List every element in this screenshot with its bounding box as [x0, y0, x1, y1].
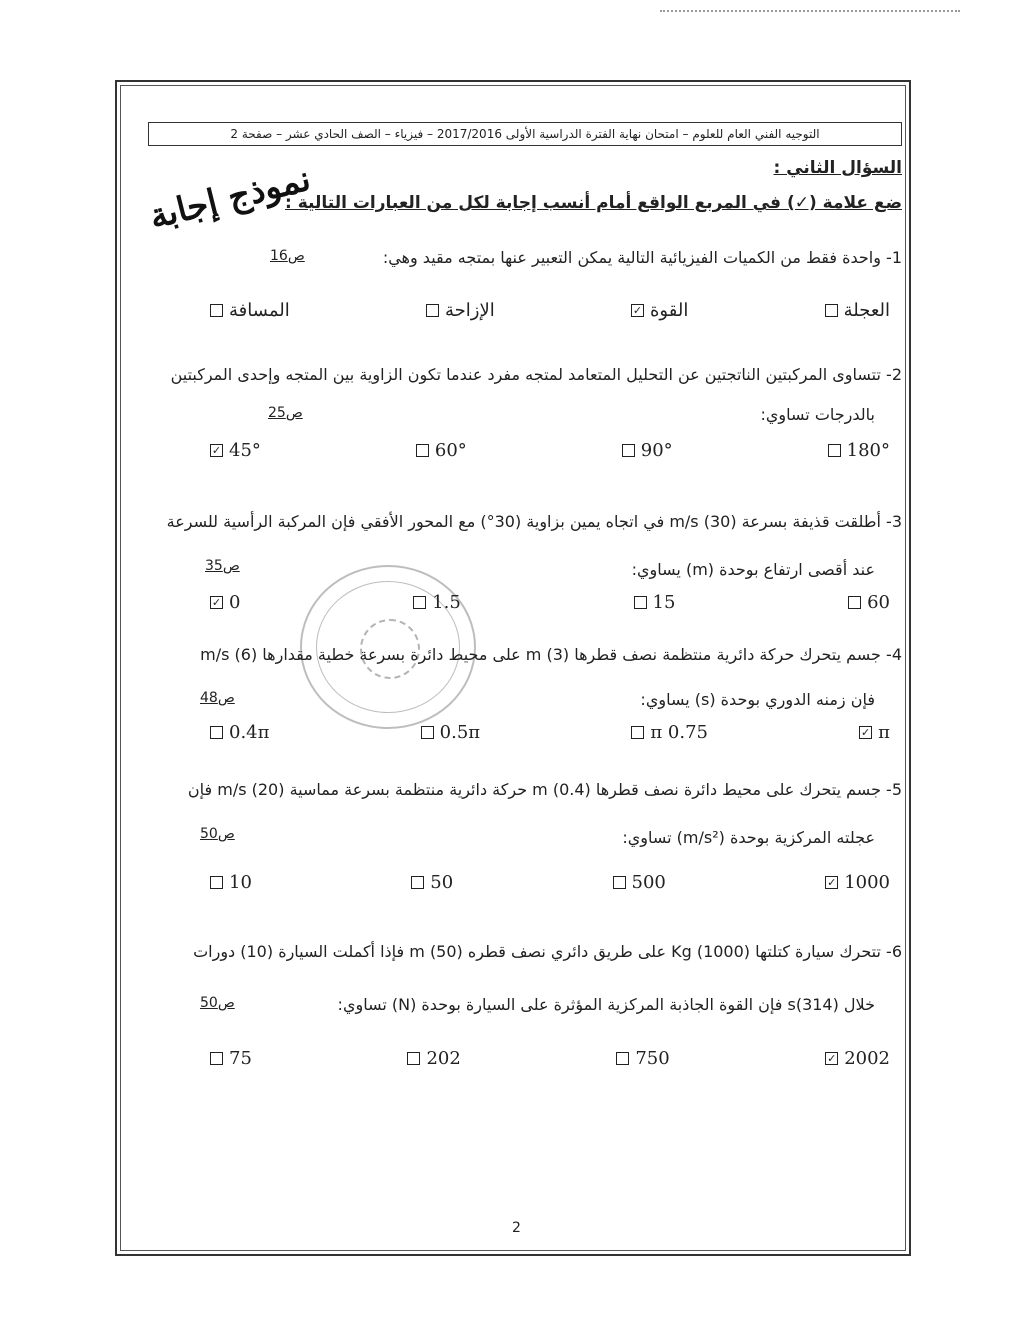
section-title: السؤال الثاني : [773, 158, 902, 178]
q4-option-1-label: 0.4π [229, 722, 270, 743]
checkbox-icon[interactable] [411, 876, 424, 889]
checkbox-icon[interactable] [825, 304, 838, 317]
q4-option-4-label: π [878, 722, 890, 743]
q1-option-4[interactable] [825, 300, 890, 321]
q3-option-1[interactable] [210, 592, 240, 613]
q4-option-2-label: 0.5π [439, 722, 481, 743]
question-5-text: 5- جسم يتحرك على محيط دائرة نصف قطرها m (0.4) حركة دائرية منتظمة بسرعة مماسية m/s (20) فإن [187, 780, 902, 799]
q5-option-4-label: 1000 [844, 872, 890, 893]
q5-option-3[interactable] [613, 872, 666, 893]
q6-option-4-label: 2002 [844, 1048, 890, 1069]
q4-option-3[interactable] [631, 722, 708, 743]
q4-option-3-label: 0.75 π [650, 722, 708, 743]
question-3-page-ref: ص35 [205, 558, 240, 574]
q6-option-2[interactable] [407, 1048, 460, 1069]
q1-option-1[interactable] [210, 300, 290, 321]
scan-artifact-line [660, 10, 960, 16]
question-3-text-cont: عند أقصى ارتفاع بوحدة (m) يساوي: [631, 560, 875, 579]
exam-header-text: التوجيه الفني العام للعلوم – امتحان نهاية الفترة الدراسية الأولى 2017/2016 – فيزياء – الصف الحادي عشر – صفحة 2 [230, 127, 820, 141]
question-3-options [210, 592, 890, 613]
question-4-page-ref: ص48 [200, 690, 235, 706]
question-6-text-cont: خلال s(314) فإن القوة الجاذبة المركزية المؤثرة على السيارة بوحدة (N) تساوي: [337, 995, 875, 1014]
question-2-text-cont: بالدرجات تساوي: [760, 405, 875, 424]
q2-option-1-label: 45° [229, 440, 261, 461]
checked-checkbox-icon[interactable] [631, 304, 644, 317]
question-1-page-ref: ص16 [270, 248, 305, 264]
checkbox-icon[interactable] [634, 596, 647, 609]
question-4-options [210, 722, 890, 743]
q2-option-4[interactable] [828, 440, 890, 461]
checked-checkbox-icon[interactable] [825, 1052, 838, 1065]
q2-option-2[interactable] [416, 440, 467, 461]
q3-option-3-label: 15 [652, 592, 676, 613]
q2-option-3-label: 90° [640, 440, 673, 461]
checked-checkbox-icon[interactable] [859, 726, 872, 739]
checked-checkbox-icon[interactable] [210, 444, 223, 457]
checkbox-icon[interactable] [210, 726, 223, 739]
question-6-page-ref: ص50 [200, 995, 235, 1011]
answer-model-stamp: نموذج إجابة [145, 158, 315, 238]
checkbox-icon[interactable] [426, 304, 439, 317]
q3-option-2[interactable] [413, 592, 461, 613]
checkbox-icon[interactable] [416, 444, 429, 457]
question-1-options [210, 300, 890, 321]
question-4-text: 4- جسم يتحرك حركة دائرية منتظمة نصف قطرها m (3) على محيط دائرة بسرعة خطية مقدارها m/s (6) [200, 645, 902, 664]
checkbox-icon[interactable] [848, 596, 861, 609]
q5-option-1-label: 10 [229, 872, 252, 893]
q5-option-3-label: 500 [631, 872, 666, 893]
q4-option-2[interactable] [421, 722, 480, 743]
q5-option-4[interactable] [825, 872, 890, 893]
q2-option-1[interactable] [210, 440, 261, 461]
q6-option-1[interactable] [210, 1048, 252, 1069]
page-number: 2 [512, 1220, 521, 1236]
q1-option-3[interactable] [631, 300, 688, 321]
q4-option-4[interactable] [859, 722, 890, 743]
q1-option-2[interactable] [426, 300, 495, 321]
checked-checkbox-icon[interactable] [825, 876, 838, 889]
q2-option-2-label: 60° [434, 440, 467, 461]
checkbox-icon[interactable] [421, 726, 434, 739]
instruction-text: ضع علامة (✓) في المربع الواقع أمام أنسب إجابة لكل من العبارات التالية : [285, 193, 902, 213]
q3-option-2-label: 1.5 [432, 592, 461, 613]
q5-option-1[interactable] [210, 872, 252, 893]
q4-option-1[interactable] [210, 722, 269, 743]
question-5-options [210, 872, 890, 893]
exam-header [148, 122, 902, 146]
question-5-page-ref: ص50 [200, 826, 235, 842]
q1-option-3-label: القوة [650, 300, 689, 321]
q6-option-3-label: 750 [635, 1048, 670, 1069]
question-4-text-cont: فإن زمنه الدوري بوحدة (s) يساوي: [640, 690, 875, 709]
checkbox-icon[interactable] [622, 444, 635, 457]
q6-option-1-label: 75 [229, 1048, 252, 1069]
checkbox-icon[interactable] [210, 876, 223, 889]
question-2-options [210, 440, 890, 461]
q2-option-3[interactable] [622, 440, 673, 461]
question-3-text: 3- أطلقت قذيفة بسرعة m/s (30) في اتجاه يمين بزاوية (30°) مع المحور الأفقي فإن المركبة الرأسية للسرعة [166, 512, 902, 531]
checkbox-icon[interactable] [828, 444, 841, 457]
question-5-text-cont: عجلته المركزية بوحدة (m/s²) تساوي: [622, 828, 875, 847]
q1-option-4-label: العجلة [843, 300, 890, 321]
question-6-options [210, 1048, 890, 1069]
question-1-text: 1- واحدة فقط من الكميات الفيزيائية التالية يمكن التعبير عنها بمتجه مقيد وهي: [382, 248, 902, 267]
q6-option-3[interactable] [616, 1048, 669, 1069]
question-2-text: 2- تتساوى المركبتين الناتجتين عن التحليل المتعامد لمتجه مفرد عندما تكون الزاوية بين المتجه وإحدى المركبتين [170, 365, 902, 384]
q1-option-2-label: الإزاحة [444, 300, 495, 321]
q5-option-2[interactable] [411, 872, 453, 893]
q3-option-4[interactable] [848, 592, 890, 613]
question-2-page-ref: ص25 [268, 405, 303, 421]
checkbox-icon[interactable] [616, 1052, 629, 1065]
checkbox-icon[interactable] [631, 726, 644, 739]
q3-option-3[interactable] [634, 592, 676, 613]
checked-checkbox-icon[interactable] [210, 596, 223, 609]
q3-option-1-label: 0 [229, 592, 241, 613]
checkbox-icon[interactable] [210, 1052, 223, 1065]
q5-option-2-label: 50 [430, 872, 454, 893]
checkbox-icon[interactable] [407, 1052, 420, 1065]
checkbox-icon[interactable] [413, 596, 426, 609]
q3-option-4-label: 60 [867, 592, 890, 613]
q6-option-2-label: 202 [426, 1048, 461, 1069]
checkbox-icon[interactable] [613, 876, 626, 889]
q2-option-4-label: 180° [846, 440, 890, 461]
checkbox-icon[interactable] [210, 304, 223, 317]
question-6-text: 6- تتحرك سيارة كتلتها Kg (1000) على طريق دائري نصف قطره m (50) فإذا أكملت السيارة (10) دورات [193, 942, 902, 961]
q6-option-4[interactable] [825, 1048, 890, 1069]
q1-option-1-label: المسافة [229, 300, 290, 321]
